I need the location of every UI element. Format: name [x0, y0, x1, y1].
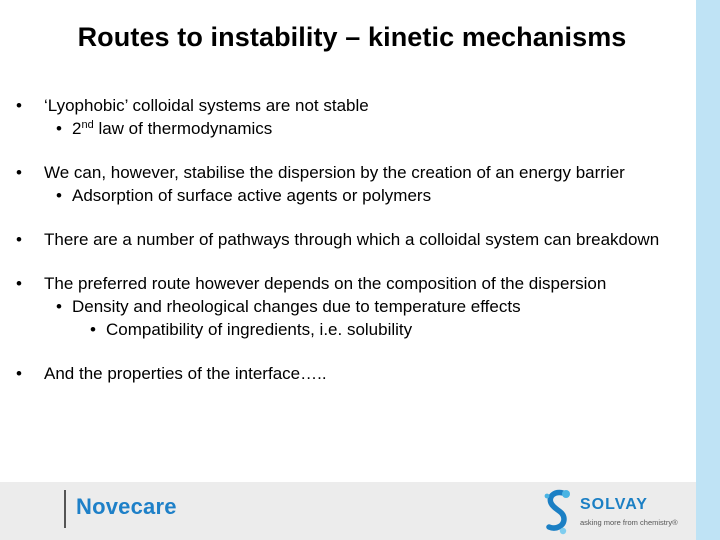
bullet-subitem-1 [16, 119, 696, 138]
bullet-dot: • [16, 274, 22, 293]
solvay-logo [540, 486, 690, 536]
solvay-logo-tagline: asking more from chemistry® [580, 518, 678, 527]
bullet-item-5 [16, 364, 696, 383]
bullet-item-4 [16, 274, 696, 293]
solvay-logo-name: SOLVAY [580, 496, 648, 513]
bullet-subsubitem-4 [16, 320, 696, 339]
bullet-text: And the properties of the interface….. [44, 364, 327, 383]
bullet-subitem-2 [16, 186, 696, 205]
bullet-text: Adsorption of surface active agents or polymers [72, 186, 432, 205]
bullet-dot: • [16, 96, 22, 115]
bullet-text-post: law of thermodynamics [93, 119, 273, 138]
bullet-dot: • [90, 320, 96, 339]
solvay-s-icon [540, 486, 574, 536]
bullet-text: The preferred route however depends on the composition of the dispersion [44, 274, 607, 293]
right-accent-stripe [696, 0, 720, 540]
bullet-dot: • [16, 230, 22, 249]
bullet-text: We can, however, stabilise the dispersion by the creation of an energy barrier [44, 163, 625, 182]
bullet-dot: • [56, 186, 62, 205]
ordinal-suffix: nd [81, 119, 94, 131]
bullet-text: There are a number of pathways through which a colloidal system can breakdown [44, 230, 660, 249]
bullet-dot: • [16, 163, 22, 182]
bullet-list [16, 96, 696, 383]
footer-divider [64, 490, 66, 528]
bullet-text: Compatibility of ingredients, i.e. solubility [106, 320, 413, 339]
slide-footer [0, 482, 696, 540]
bullet-item-3 [16, 230, 696, 249]
bullet-text-pre: 2 [72, 119, 82, 138]
novecare-brand: Novecare [76, 494, 177, 519]
bullet-dot: • [56, 297, 62, 316]
bullet-item-2 [16, 163, 696, 182]
bullet-subitem-4 [16, 297, 696, 316]
slide-title: Routes to instability – kinetic mechanisms [77, 22, 627, 52]
bullet-dot: • [16, 364, 22, 383]
bullet-item-1 [16, 96, 696, 115]
bullet-dot: • [56, 119, 62, 138]
bullet-text: Density and rheological changes due to temperature effects [72, 297, 521, 316]
bullet-text: ‘Lyophobic’ colloidal systems are not stable [44, 96, 369, 115]
